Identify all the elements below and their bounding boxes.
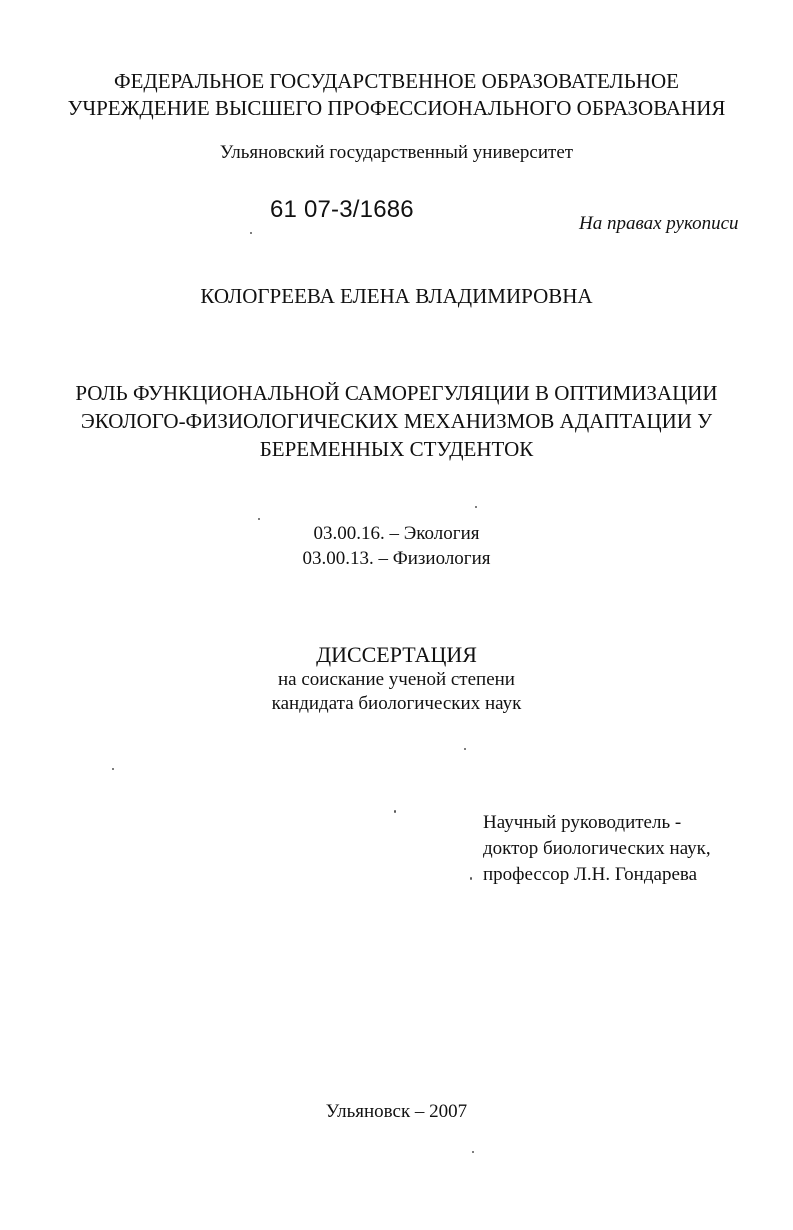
library-code-stamp: 61 07-3/1686 <box>270 196 414 223</box>
city-year: Ульяновск – 2007 <box>325 1101 468 1122</box>
organization-line: ФЕДЕРАЛЬНОЕ ГОСУДАРСТВЕННОЕ ОБРАЗОВАТЕЛЬНОЕ <box>113 69 679 93</box>
dissertation-title <box>0 379 793 463</box>
supervisor-block <box>483 810 711 888</box>
scan-speck <box>250 232 252 234</box>
organization-block <box>0 68 793 122</box>
scan-speck <box>112 768 114 770</box>
university-name: Ульяновский государственный университет <box>219 142 574 163</box>
scan-speck <box>464 748 466 750</box>
specialty-line: 03.00.16. – Экология <box>313 523 480 544</box>
manuscript-rights-note: На правах рукописи <box>579 213 739 234</box>
title-line: РОЛЬ ФУНКЦИОНАЛЬНОЙ САМОРЕГУЛЯЦИИ В ОПТИМИЗАЦИИ <box>75 381 718 405</box>
scan-speck <box>472 1151 474 1153</box>
supervisor-line: Научный руководитель - <box>483 812 682 833</box>
degree-line: кандидата биологических наук <box>271 693 522 714</box>
title-line: БЕРЕМЕННЫХ СТУДЕНТОК <box>259 437 534 461</box>
scan-speck <box>470 877 472 880</box>
organization-line: УЧРЕЖДЕНИЕ ВЫСШЕГО ПРОФЕССИОНАЛЬНОГО ОБРАЗОВАНИЯ <box>67 96 726 120</box>
degree-description <box>0 668 793 716</box>
supervisor-line: профессор Л.Н. Гондарева <box>483 864 698 885</box>
supervisor-line: доктор биологических наук, <box>483 838 711 859</box>
specialty-line: 03.00.13. – Физиология <box>302 548 491 569</box>
scan-speck <box>394 810 396 813</box>
title-line: ЭКОЛОГО-ФИЗИОЛОГИЧЕСКИХ МЕХАНИЗМОВ АДАПТАЦИИ У <box>80 409 713 433</box>
degree-line: на соискание ученой степени <box>278 669 515 690</box>
scan-speck <box>475 506 477 508</box>
dissertation-heading: ДИССЕРТАЦИЯ <box>316 642 477 667</box>
specialty-codes <box>0 521 793 571</box>
scan-speck <box>258 518 260 520</box>
author-name: КОЛОГРЕЕВА ЕЛЕНА ВЛАДИМИРОВНА <box>200 284 593 308</box>
